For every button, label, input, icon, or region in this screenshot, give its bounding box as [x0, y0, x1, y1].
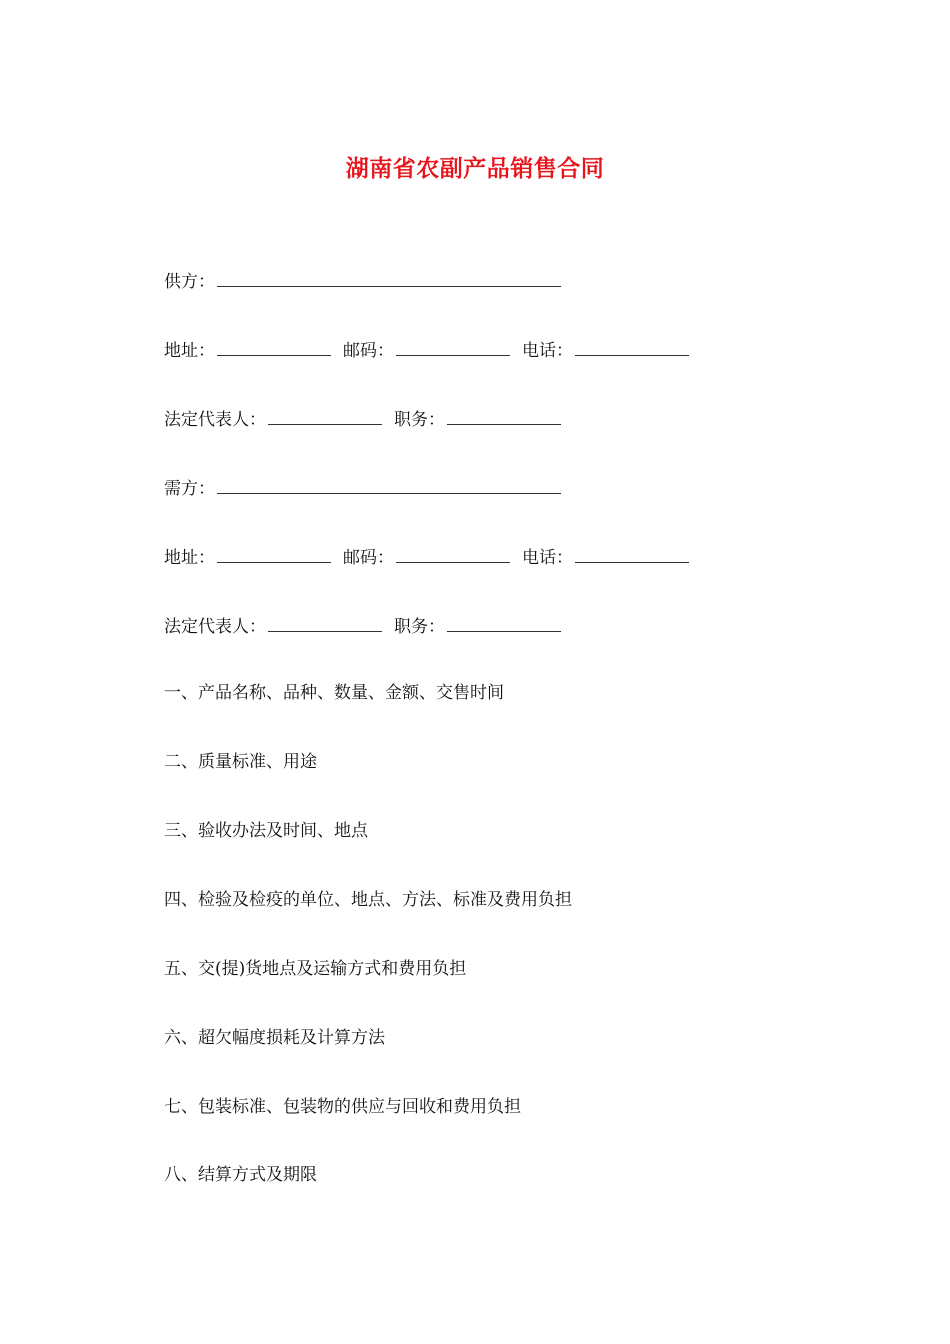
buyer-label: 需方：: [164, 479, 215, 499]
supplier-representative-line: [164, 406, 561, 430]
supplier-address-label: 地址：: [164, 341, 215, 361]
buyer-phone-label: 电话：: [522, 548, 573, 568]
supplier-representative-field[interactable]: [268, 406, 382, 425]
supplier-phone-field[interactable]: [575, 337, 689, 356]
supplier-address-field[interactable]: [217, 337, 331, 356]
supplier-label: 供方：: [164, 272, 215, 292]
supplier-name-field[interactable]: [217, 268, 561, 287]
clause-3: 三、验收办法及时间、地点: [164, 821, 368, 841]
supplier-contact-line: [164, 337, 689, 361]
buyer-phone-field[interactable]: [575, 544, 689, 563]
supplier-representative-label: 法定代表人：: [164, 410, 266, 430]
clause-8: 八、结算方式及期限: [164, 1165, 317, 1185]
clause-4: 四、检验及检疫的单位、地点、方法、标准及费用负担: [164, 890, 572, 910]
clause-6: 六、超欠幅度损耗及计算方法: [164, 1028, 385, 1048]
supplier-phone-label: 电话：: [522, 341, 573, 361]
document-title: 湖南省农副产品销售合同: [345, 155, 605, 182]
buyer-representative-label: 法定代表人：: [164, 617, 266, 637]
buyer-position-label: 职务：: [394, 617, 445, 637]
buyer-name-field[interactable]: [217, 475, 561, 494]
buyer-address-field[interactable]: [217, 544, 331, 563]
buyer-address-label: 地址：: [164, 548, 215, 568]
supplier-line: [164, 268, 561, 292]
buyer-line: [164, 475, 561, 499]
buyer-postcode-label: 邮码：: [343, 548, 394, 568]
clause-5: 五、交(提)货地点及运输方式和费用负担: [164, 959, 467, 979]
buyer-postcode-field[interactable]: [396, 544, 510, 563]
buyer-representative-line: [164, 613, 561, 637]
supplier-postcode-field[interactable]: [396, 337, 510, 356]
clause-1: 一、产品名称、品种、数量、金额、交售时间: [164, 683, 504, 703]
buyer-contact-line: [164, 544, 689, 568]
buyer-representative-field[interactable]: [268, 613, 382, 632]
clause-2: 二、质量标准、用途: [164, 752, 317, 772]
supplier-position-label: 职务：: [394, 410, 445, 430]
supplier-postcode-label: 邮码：: [343, 341, 394, 361]
clause-7: 七、包装标准、包装物的供应与回收和费用负担: [164, 1097, 521, 1117]
supplier-position-field[interactable]: [447, 406, 561, 425]
buyer-position-field[interactable]: [447, 613, 561, 632]
